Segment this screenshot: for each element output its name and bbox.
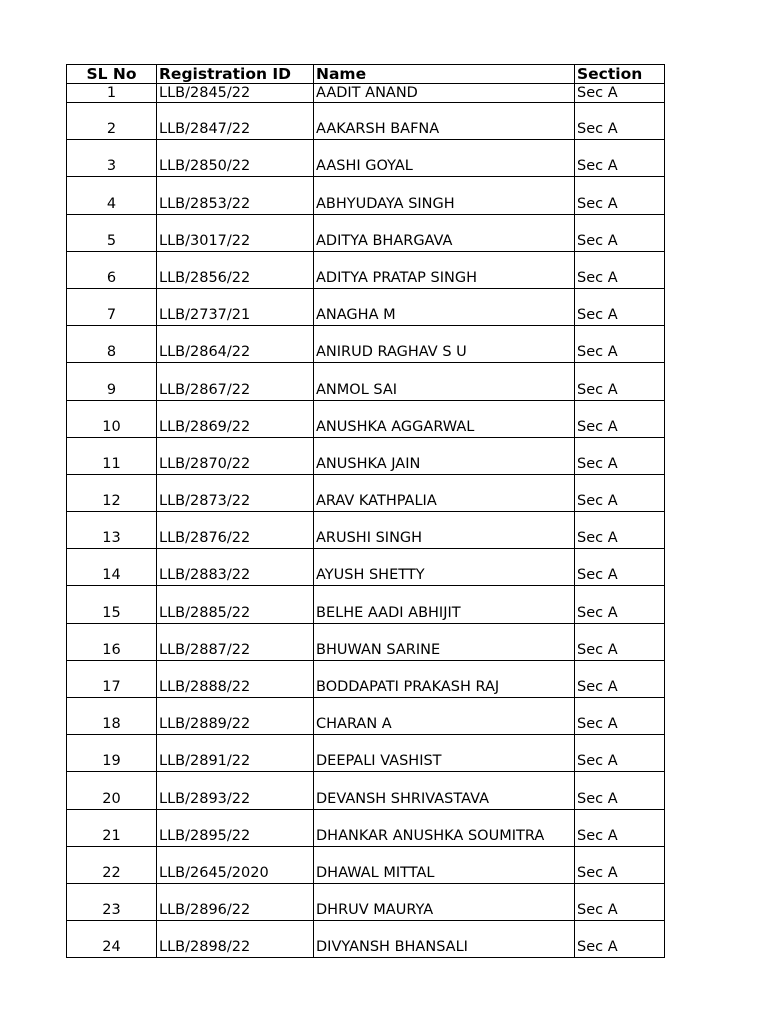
header-row: [67, 65, 665, 84]
cell-sl-no: 5: [67, 214, 157, 251]
cell-name: ANIRUD RAGHAV S U: [314, 326, 575, 363]
table-row: [67, 512, 665, 549]
cell-name: AAKARSH BAFNA: [314, 103, 575, 140]
table-row: [67, 772, 665, 809]
cell-name: BODDAPATI PRAKASH RAJ: [314, 660, 575, 697]
table-row: [67, 177, 665, 214]
cell-sl-no: 15: [67, 586, 157, 623]
cell-sl-no: 24: [67, 921, 157, 958]
cell-name: ANMOL SAI: [314, 363, 575, 400]
cell-name: ADITYA PRATAP SINGH: [314, 251, 575, 288]
header-name: Name: [314, 65, 575, 84]
table-row: [67, 660, 665, 697]
cell-section: Sec A: [575, 660, 665, 697]
cell-registration-id: LLB/2645/2020: [157, 846, 314, 883]
cell-registration-id: LLB/2889/22: [157, 698, 314, 735]
cell-registration-id: LLB/2867/22: [157, 363, 314, 400]
table-row: [67, 586, 665, 623]
cell-registration-id: LLB/2885/22: [157, 586, 314, 623]
table-row: [67, 214, 665, 251]
cell-name: DHRUV MAURYA: [314, 883, 575, 920]
cell-sl-no: 10: [67, 400, 157, 437]
cell-name: AASHI GOYAL: [314, 140, 575, 177]
table-row: [67, 437, 665, 474]
header-registration-id: Registration ID: [157, 65, 314, 84]
cell-name: BHUWAN SARINE: [314, 623, 575, 660]
cell-section: Sec A: [575, 921, 665, 958]
cell-registration-id: LLB/2893/22: [157, 772, 314, 809]
cell-sl-no: 7: [67, 288, 157, 325]
cell-sl-no: 6: [67, 251, 157, 288]
cell-name: ANUSHKA AGGARWAL: [314, 400, 575, 437]
cell-sl-no: 18: [67, 698, 157, 735]
cell-registration-id: LLB/2887/22: [157, 623, 314, 660]
cell-section: Sec A: [575, 103, 665, 140]
cell-registration-id: LLB/2853/22: [157, 177, 314, 214]
cell-sl-no: 9: [67, 363, 157, 400]
table-row: [67, 288, 665, 325]
cell-registration-id: LLB/2895/22: [157, 809, 314, 846]
cell-registration-id: LLB/2896/22: [157, 883, 314, 920]
cell-registration-id: LLB/2864/22: [157, 326, 314, 363]
cell-name: ANAGHA M: [314, 288, 575, 325]
cell-registration-id: LLB/2850/22: [157, 140, 314, 177]
cell-section: Sec A: [575, 809, 665, 846]
cell-sl-no: 21: [67, 809, 157, 846]
table-row: [67, 698, 665, 735]
cell-registration-id: LLB/2856/22: [157, 251, 314, 288]
cell-name: CHARAN A: [314, 698, 575, 735]
cell-registration-id: LLB/2873/22: [157, 474, 314, 511]
cell-name: DEVANSH SHRIVASTAVA: [314, 772, 575, 809]
cell-registration-id: LLB/2876/22: [157, 512, 314, 549]
cell-section: Sec A: [575, 326, 665, 363]
table-body: [67, 84, 665, 958]
cell-registration-id: LLB/2891/22: [157, 735, 314, 772]
cell-name: DHANKAR ANUSHKA SOUMITRA: [314, 809, 575, 846]
cell-registration-id: LLB/2870/22: [157, 437, 314, 474]
cell-section: Sec A: [575, 140, 665, 177]
cell-section: Sec A: [575, 512, 665, 549]
cell-section: Sec A: [575, 846, 665, 883]
header-section: Section: [575, 65, 665, 84]
table-row: [67, 735, 665, 772]
cell-registration-id: LLB/3017/22: [157, 214, 314, 251]
cell-registration-id: LLB/2883/22: [157, 549, 314, 586]
cell-section: Sec A: [575, 84, 665, 103]
cell-section: Sec A: [575, 363, 665, 400]
cell-section: Sec A: [575, 772, 665, 809]
student-list-table: [66, 64, 665, 958]
cell-sl-no: 4: [67, 177, 157, 214]
cell-sl-no: 2: [67, 103, 157, 140]
cell-sl-no: 1: [67, 84, 157, 103]
cell-section: Sec A: [575, 288, 665, 325]
cell-section: Sec A: [575, 214, 665, 251]
table-row: [67, 549, 665, 586]
table-row: [67, 140, 665, 177]
cell-section: Sec A: [575, 251, 665, 288]
cell-sl-no: 12: [67, 474, 157, 511]
cell-registration-id: LLB/2888/22: [157, 660, 314, 697]
cell-sl-no: 17: [67, 660, 157, 697]
cell-section: Sec A: [575, 437, 665, 474]
cell-section: Sec A: [575, 586, 665, 623]
cell-sl-no: 8: [67, 326, 157, 363]
cell-registration-id: LLB/2898/22: [157, 921, 314, 958]
cell-name: ANUSHKA JAIN: [314, 437, 575, 474]
cell-name: DHAWAL MITTAL: [314, 846, 575, 883]
cell-name: AADIT ANAND: [314, 84, 575, 103]
table-row: [67, 921, 665, 958]
header-sl-no: SL No: [67, 65, 157, 84]
cell-name: DEEPALI VASHIST: [314, 735, 575, 772]
cell-section: Sec A: [575, 735, 665, 772]
table-header: [67, 65, 665, 84]
table-row: [67, 809, 665, 846]
cell-sl-no: 11: [67, 437, 157, 474]
table-row: [67, 326, 665, 363]
cell-section: Sec A: [575, 883, 665, 920]
cell-name: ABHYUDAYA SINGH: [314, 177, 575, 214]
cell-sl-no: 22: [67, 846, 157, 883]
cell-name: AYUSH SHETTY: [314, 549, 575, 586]
cell-name: ADITYA BHARGAVA: [314, 214, 575, 251]
cell-sl-no: 13: [67, 512, 157, 549]
cell-name: ARUSHI SINGH: [314, 512, 575, 549]
table-row: [67, 251, 665, 288]
cell-sl-no: 14: [67, 549, 157, 586]
table-row: [67, 363, 665, 400]
cell-sl-no: 19: [67, 735, 157, 772]
cell-section: Sec A: [575, 698, 665, 735]
cell-section: Sec A: [575, 400, 665, 437]
table-row: [67, 84, 665, 103]
cell-name: BELHE AADI ABHIJIT: [314, 586, 575, 623]
cell-sl-no: 3: [67, 140, 157, 177]
cell-sl-no: 23: [67, 883, 157, 920]
table-row: [67, 846, 665, 883]
cell-sl-no: 16: [67, 623, 157, 660]
cell-section: Sec A: [575, 623, 665, 660]
table-row: [67, 400, 665, 437]
cell-section: Sec A: [575, 177, 665, 214]
table-row: [67, 883, 665, 920]
table-row: [67, 623, 665, 660]
cell-section: Sec A: [575, 474, 665, 511]
cell-registration-id: LLB/2845/22: [157, 84, 314, 103]
table-row: [67, 103, 665, 140]
table-row: [67, 474, 665, 511]
cell-name: ARAV KATHPALIA: [314, 474, 575, 511]
cell-registration-id: LLB/2737/21: [157, 288, 314, 325]
cell-registration-id: LLB/2847/22: [157, 103, 314, 140]
cell-registration-id: LLB/2869/22: [157, 400, 314, 437]
cell-name: DIVYANSH BHANSALI: [314, 921, 575, 958]
cell-section: Sec A: [575, 549, 665, 586]
cell-sl-no: 20: [67, 772, 157, 809]
